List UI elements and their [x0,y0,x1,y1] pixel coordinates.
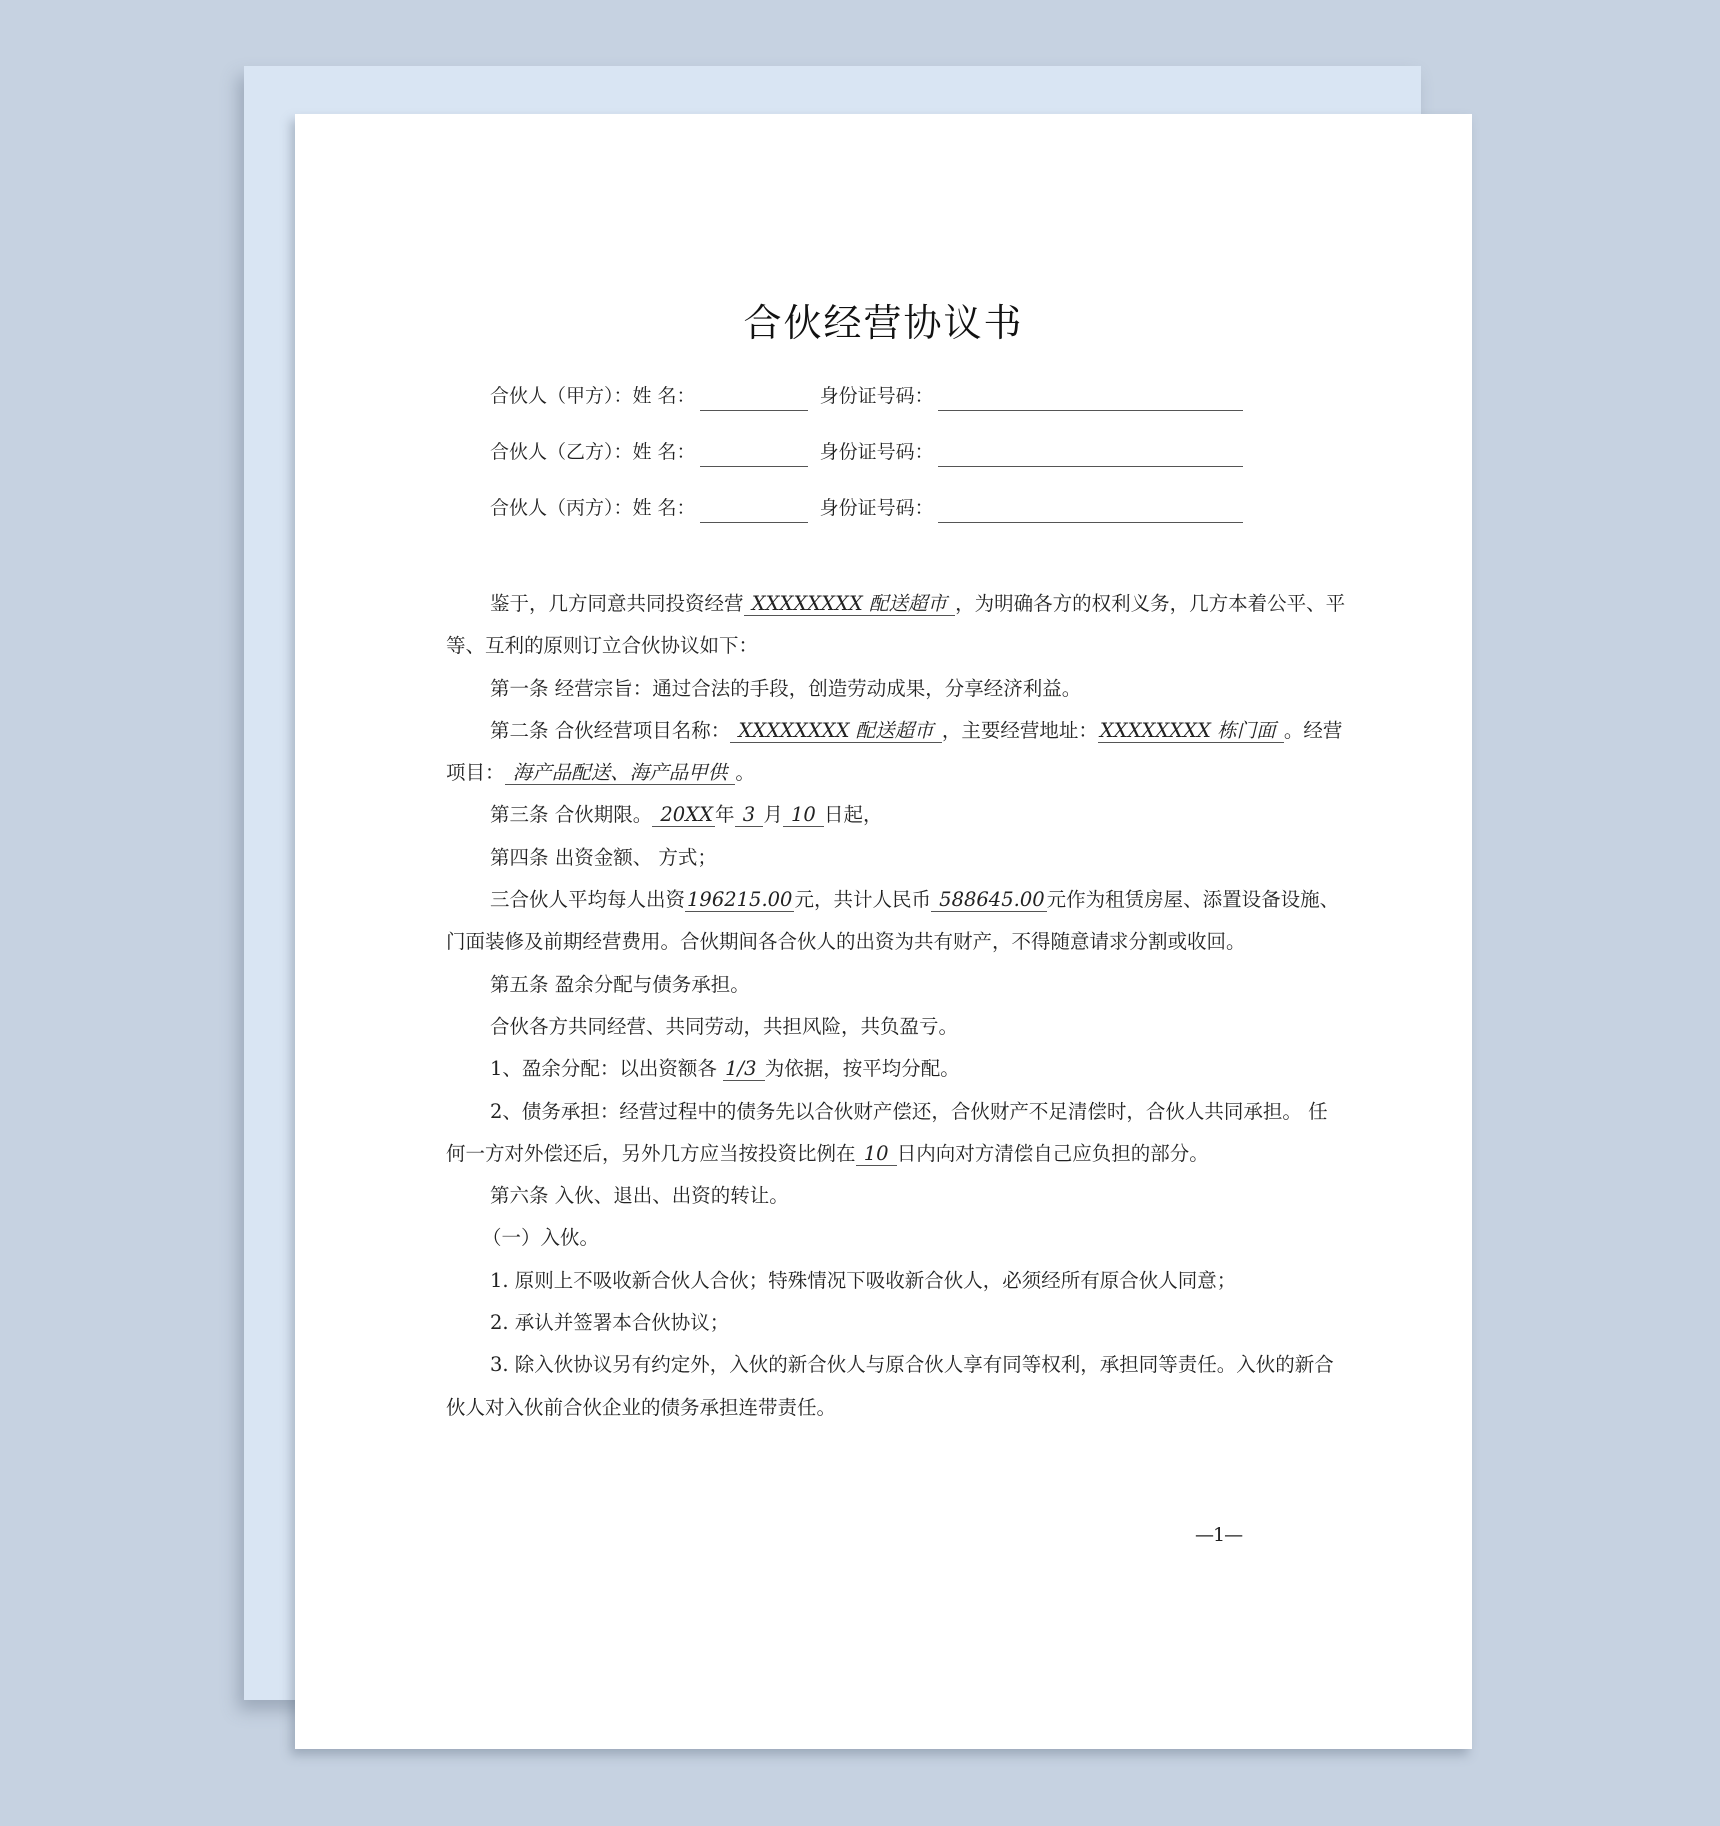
id-label: 身份证号码： [819,385,934,407]
text: 。经营项目： [446,718,1343,785]
id-blank [938,500,1243,523]
total-amount-fill: 588645.00 [932,888,1045,912]
article-6-item-1: 1. 原则上不吸收新合伙人合伙；特殊情况下吸收新合伙人，必须经所有原合伙人同意； [490,1268,1237,1292]
text: 三合伙人平均每人出资 [490,888,686,912]
article-2 [446,710,1346,795]
article-5-text: 合伙各方共同经营、共同劳动，共担风险，共负盈亏。 [490,1014,959,1038]
text: 1、盈余分配：以出资额各 [490,1057,724,1081]
month-fill: 3 [736,803,762,827]
article-5-item-1 [446,1048,1346,1090]
document-page [295,114,1472,1749]
text: 2、债务承担：经营过程中的债务先以合伙财产偿还，合伙财产不足清偿时，合伙人共同承担。 任何一方对外偿还后，另外几方应当按投资比例在 [446,1099,1328,1165]
id-blank [938,388,1243,411]
party-label: 合伙人（甲方）：姓 名： [490,385,696,407]
day-fill: 10 [784,803,823,827]
article-5-item-2 [446,1091,1346,1176]
document-title: 合伙经营协议书 [743,301,1024,345]
text: 日内向对方清偿自己应负担的部分。 [896,1141,1209,1165]
id-blank [938,444,1243,467]
page-number: —1— [1195,1524,1243,1546]
text: 鉴于，几方同意共同投资经营 [490,592,744,615]
project-name-fill: XXXXXXXX 配送超市 [732,718,940,742]
article-1: 第一条 经营宗旨：通过合法的手段，创造劳动成果，分享经济利益。 [490,676,1082,700]
name-blank [700,388,808,411]
days-fill: 10 [857,1141,895,1165]
article-5: 第五条 盈余分配与债务承担。 [490,972,750,996]
article-6-item-2: 2. 承认并签署本合伙协议； [490,1311,730,1335]
text: 月 [763,803,783,827]
text: 元作为租赁房屋、添置设备设施、门面装修及前期经营费用。合伙期间各合伙人的出资为共有财产，不得随意请求分割或收回。 [446,888,1340,954]
text: 。 [735,761,755,785]
article-6-subsection: （一）入伙。 [482,1226,600,1250]
business-scope-fill: 海产品配送、海产品甲供 [506,761,734,785]
article-3 [446,794,1346,836]
text: 第二条 合伙经营项目名称： [490,718,731,742]
name-blank [700,500,808,523]
party-row-c [490,493,1249,523]
article-6-item-3: 3. 除入伙协议另有约定外，入伙的新合伙人与原合伙人享有同等权利，承担同等责任。入伙的新合伙人对入伙前合伙企业的债务承担连带责任。 [446,1353,1334,1419]
article-4-text [446,879,1346,964]
text: 元，共计人民币 [794,888,931,912]
article-6: 第六条 入伙、退出、出资的转让。 [490,1184,789,1208]
id-label: 身份证号码： [819,497,934,519]
address-fill: XXXXXXXX 栋门面 [1099,718,1282,742]
text: 第三条 合伙期限。 [490,803,653,827]
text: ，主要经营地址： [941,718,1098,742]
text: 日起， [824,803,883,827]
business-name-fill: XXXXXXXX 配送超市 [745,592,954,615]
article-4: 第四条 出资金额、 方式； [490,845,717,869]
preamble-paragraph [446,583,1346,668]
agreement-body [446,583,1346,1429]
party-label: 合伙人（丙方）：姓 名： [490,497,696,519]
year-fill: 20XX [654,803,713,827]
party-row-b [490,437,1249,467]
party-label: 合伙人（乙方）：姓 名： [490,441,696,463]
share-ratio-fill: 1/3 [725,1057,763,1081]
id-label: 身份证号码： [819,441,934,463]
name-blank [700,444,808,467]
text: 年 [714,803,735,827]
per-person-amount-fill: 196215.00 [687,888,793,912]
text: 为依据，按平均分配。 [764,1057,960,1081]
party-row-a [490,381,1249,411]
text: ，为明确各方的权利义务，几方本着公平、平等、互利的原则订立合伙协议如下： [446,592,1346,658]
